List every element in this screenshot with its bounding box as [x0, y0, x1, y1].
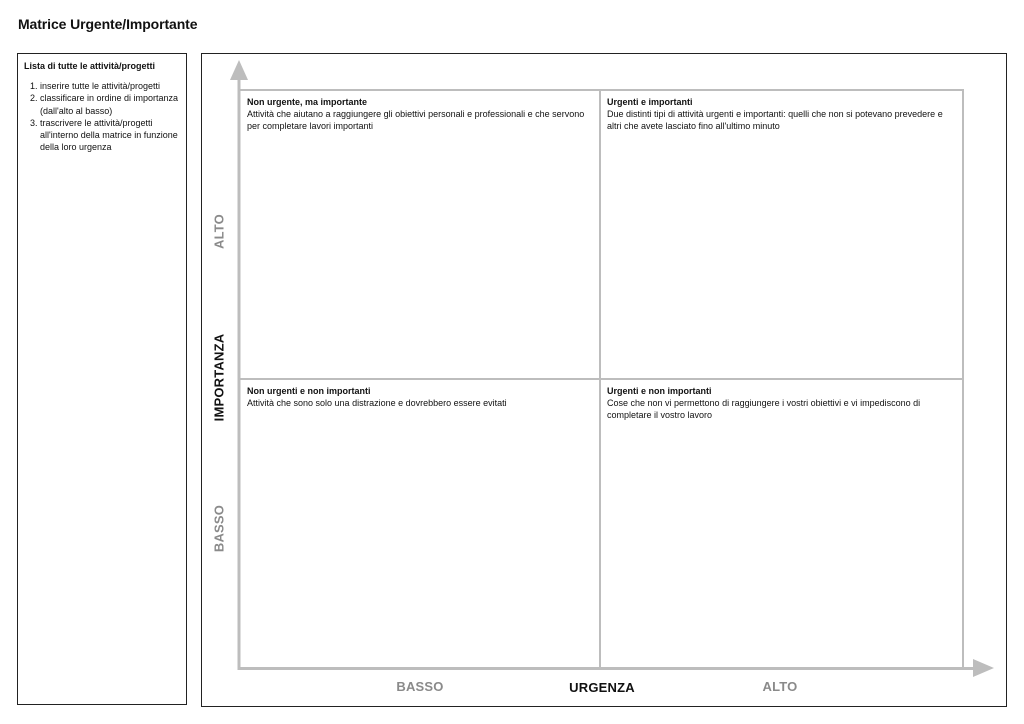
quadrant-description: Attività che aiutano a raggiungere gli obiettivi personali e professionali e che servono per completare lavori importanti [247, 109, 585, 132]
activity-list-panel [17, 53, 187, 705]
quadrant-title: Non urgente, ma importante [247, 97, 368, 107]
x-axis-title: URGENZA [569, 680, 635, 695]
y-axis-high-label: ALTO [211, 214, 227, 249]
instruction-step: 1. inserire tutte le attività/progetti [40, 80, 180, 92]
page-title: Matrice Urgente/Importante [18, 16, 198, 32]
quadrant-title: Urgenti e importanti [607, 97, 693, 107]
quadrant-title: Urgenti e non importanti [607, 386, 712, 396]
activity-list-title: Lista di tutte le attività/progetti [24, 61, 156, 71]
x-axis-low-label: BASSO [396, 679, 444, 694]
quadrant-urgent-not-important [600, 379, 962, 667]
quadrant-not-urgent-not-important [240, 379, 599, 667]
quadrant-urgent-important [600, 90, 962, 378]
quadrant-description: Attività che sono solo una distrazione e dovrebbero essere evitati [247, 398, 507, 409]
quadrant-not-urgent-important [240, 90, 599, 378]
quadrant-title: Non urgenti e non importanti [247, 386, 371, 396]
y-axis-low-label: BASSO [211, 504, 227, 553]
y-axis-title: IMPORTANZA [211, 333, 227, 422]
instructions-list [24, 80, 180, 153]
instruction-step: 2. classificare in ordine di importanza (dall'alto al basso) [40, 92, 180, 116]
instruction-step: 3. trascrivere le attività/progetti all'interno della matrice in funzione della loro urgenza [40, 117, 180, 154]
quadrant-description: Cose che non vi permettono di raggiungere i vostri obiettivi e vi impediscono di completare il vostro lavoro [607, 398, 921, 421]
quadrant-description: Due distinti tipi di attività urgenti e importanti: quelli che non si potevano prevedere e altri che avete lasciato fino all'ultimo minuto [607, 109, 943, 132]
x-axis-high-label: ALTO [762, 679, 798, 694]
